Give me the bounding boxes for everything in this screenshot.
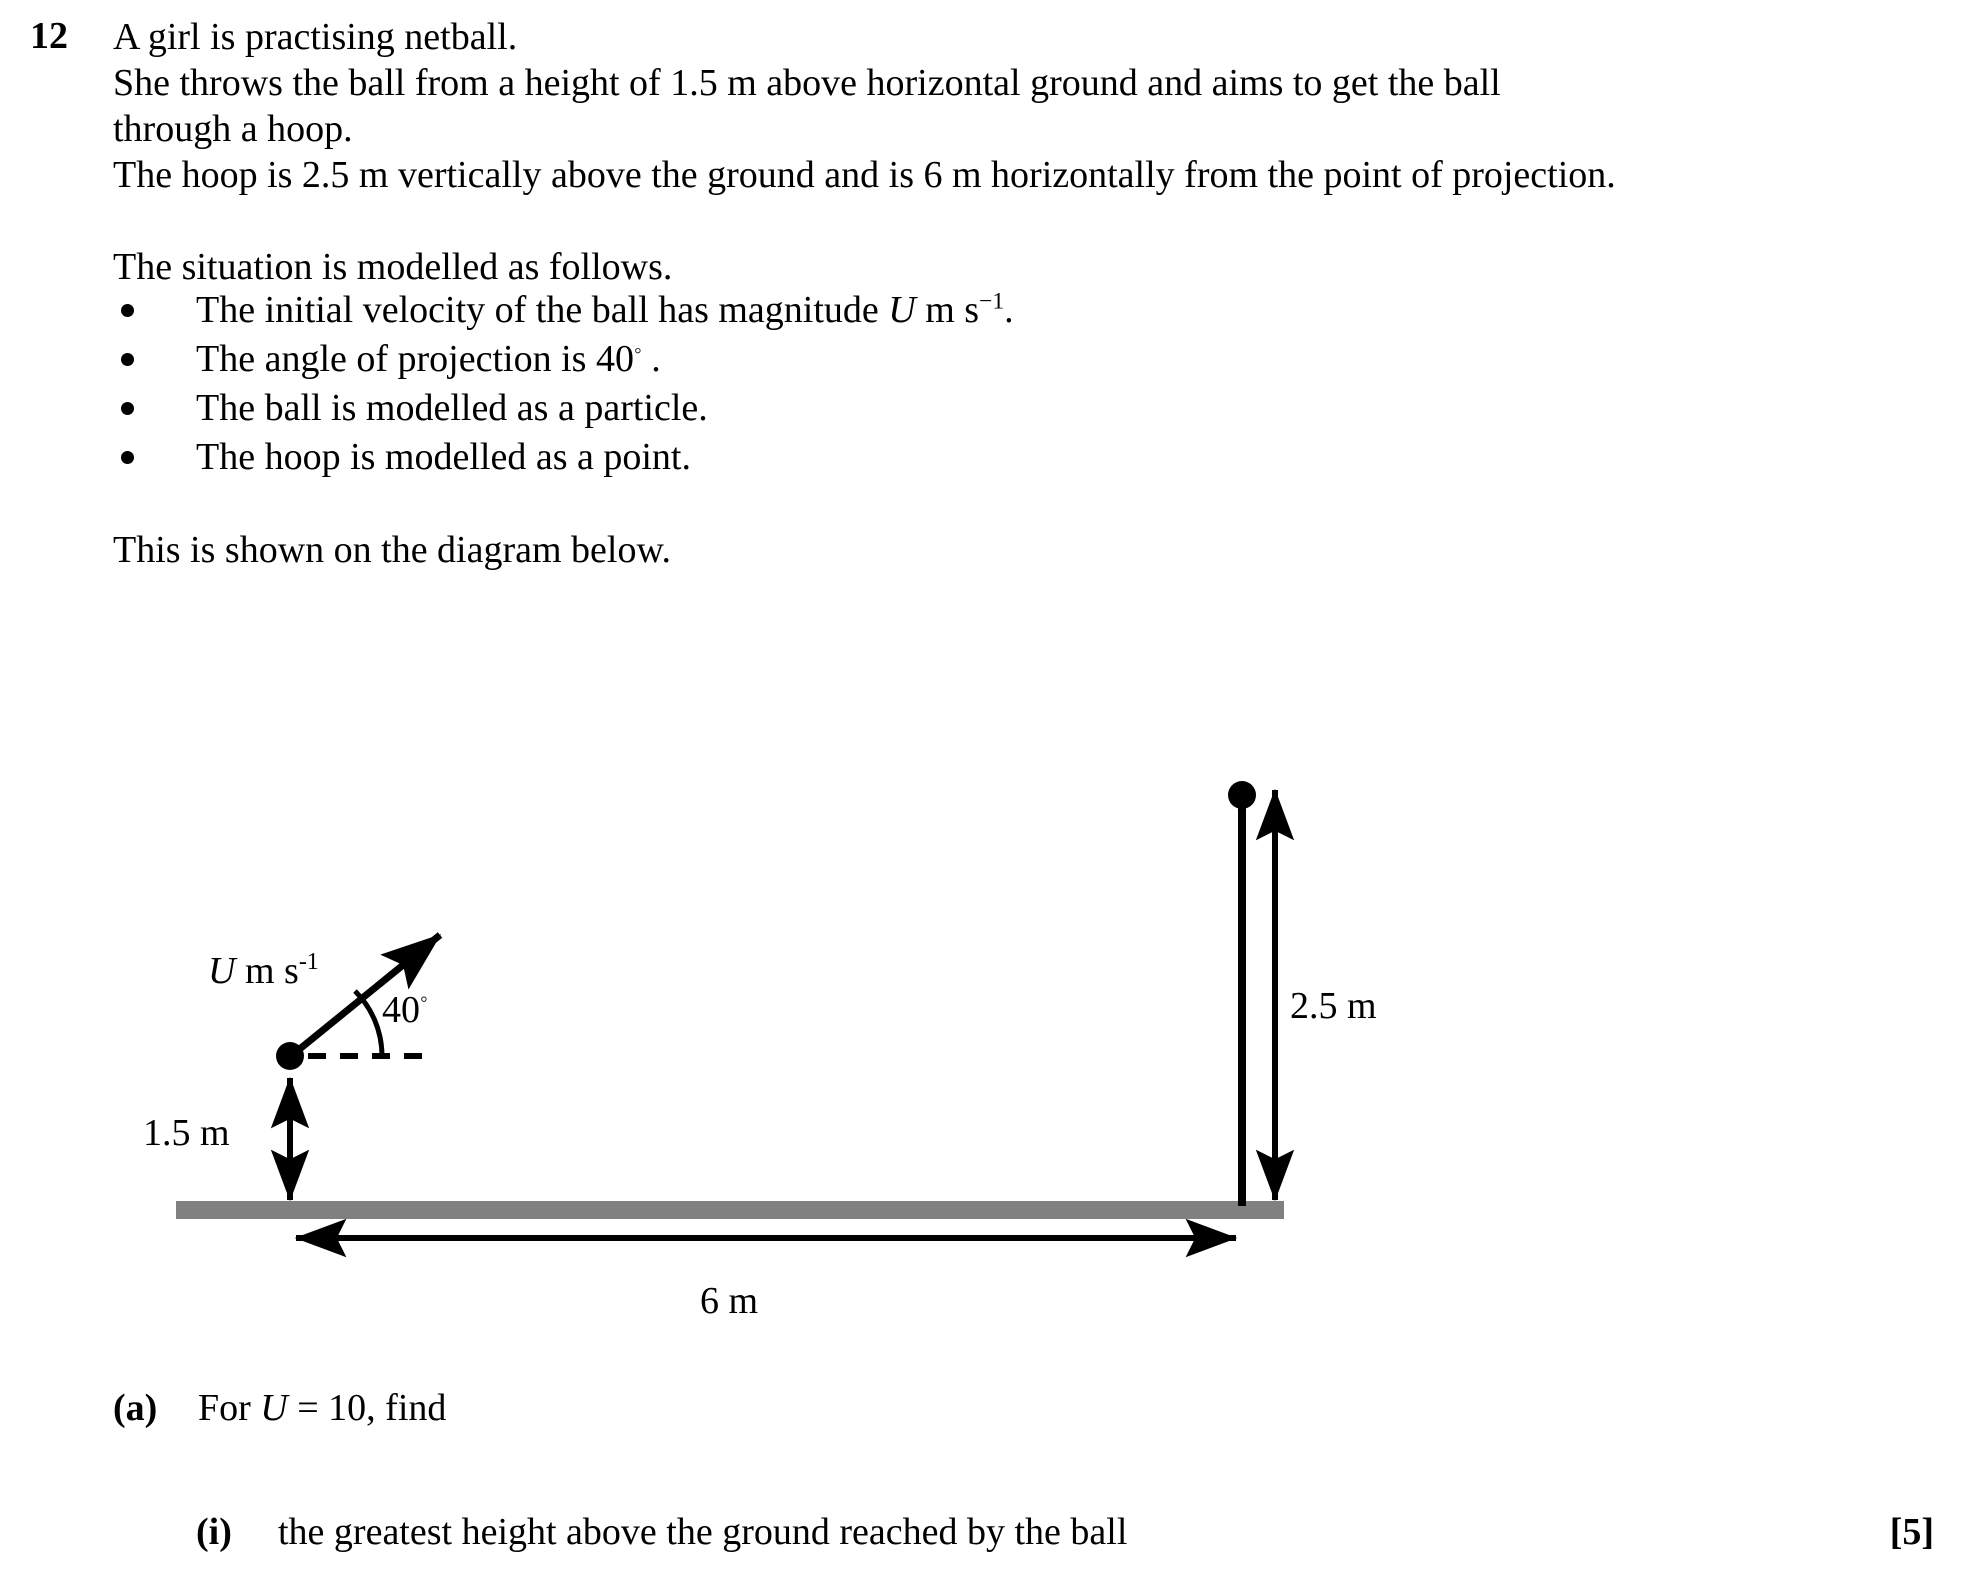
bullet-text-4: The hoop is modelled as a point. [196, 436, 691, 478]
list-item [113, 286, 1413, 335]
assumption-bullet-list [113, 286, 1413, 482]
part-a-label: (a) [113, 1387, 158, 1429]
question-number: 12 [30, 15, 68, 57]
horizontal-distance-label: 6 m [700, 1280, 759, 1322]
bullet-2-suffix: . [641, 338, 661, 380]
bullet-2-value: 40 [595, 338, 634, 380]
model-intro: The situation is modelled as follows. [113, 246, 673, 288]
part-a-i [196, 1510, 1127, 1554]
angle-label [382, 986, 428, 1031]
bullet-text-3: The ball is modelled as a particle. [196, 387, 708, 429]
part-a-text-after: = 10, find [287, 1387, 447, 1429]
bullet-text-2 [196, 335, 661, 384]
part-a-text-before: For [198, 1387, 261, 1429]
bullet-dot-icon [121, 402, 134, 415]
bullet-2-degree-symbol: ◦ [633, 337, 642, 363]
hoop-height-label: 2.5 m [1290, 985, 1377, 1027]
stem-line-1: A girl is practising netball. [113, 16, 518, 58]
part-a [113, 1386, 446, 1430]
part-a-symbol: U [260, 1387, 288, 1429]
bullet-1-suffix: . [1004, 289, 1014, 331]
bullet-dot-icon [121, 353, 134, 366]
stem-line-2: She throws the ball from a height of 1.5 m above horizontal ground and aims to get the ball through a hoop. [113, 62, 1501, 150]
angle-label-degree: ◦ [420, 986, 428, 1011]
height-label: 1.5 m [143, 1112, 230, 1154]
hoop-point-dot [1228, 781, 1256, 809]
bullet-1-prefix: The initial velocity of the ball has magnitude [196, 289, 889, 331]
bullet-dot-icon [121, 304, 134, 317]
velocity-label-symbol: U [208, 950, 236, 992]
part-a-i-marks: [5] [1889, 1511, 1934, 1553]
list-item [113, 384, 1413, 433]
velocity-label [208, 949, 319, 992]
bullet-dot-icon [121, 451, 134, 464]
list-item [113, 433, 1413, 482]
velocity-label-exponent: -1 [298, 949, 319, 975]
projectile-diagram [0, 600, 1500, 1322]
stem-line-3: The hoop is 2.5 m vertically above the ground and is 6 m horizontally from the point of projection. [113, 154, 1616, 196]
bullet-1-symbol: U [888, 289, 916, 331]
velocity-label-unit: m s [235, 950, 299, 992]
diagram-intro: This is shown on the diagram below. [113, 529, 671, 571]
bullet-1-unit: m s [915, 289, 980, 331]
bullet-2-prefix: The angle of projection is [196, 338, 596, 380]
list-item [113, 335, 1413, 384]
angle-label-value: 40 [382, 989, 420, 1031]
part-a-i-text: the greatest height above the ground reached by the ball [278, 1511, 1128, 1553]
bullet-text-1 [196, 286, 1014, 335]
ground-line [176, 1201, 1284, 1219]
part-a-i-label: (i) [196, 1511, 232, 1553]
bullet-1-unit-exponent: −1 [979, 288, 1005, 315]
